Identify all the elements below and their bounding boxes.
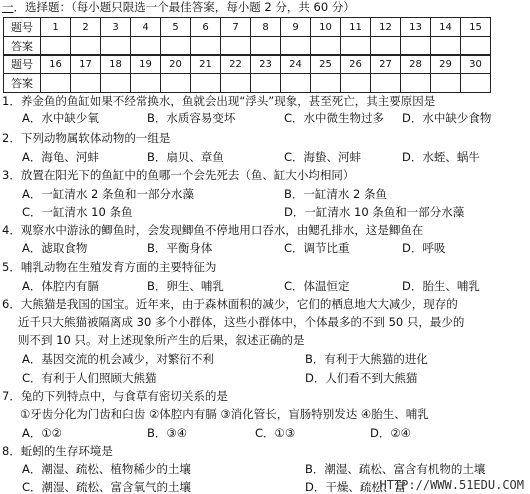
answer-cell[interactable] bbox=[221, 74, 251, 93]
answer-cell[interactable] bbox=[341, 74, 371, 93]
option-a[interactable]: A．①② bbox=[22, 426, 62, 440]
answer-row bbox=[4, 74, 491, 93]
question-number: 2 bbox=[71, 18, 101, 37]
question-stem: 2．下列动物属软体动物的一组是 bbox=[2, 131, 171, 145]
option-c[interactable]: C．海蛰、河蚌 bbox=[284, 150, 362, 164]
option-c[interactable]: C．①③ bbox=[255, 426, 296, 440]
question-number: 1 bbox=[41, 18, 71, 37]
option-c[interactable]: C．水中微生物过多 bbox=[284, 111, 385, 125]
answer-cell[interactable] bbox=[71, 37, 101, 56]
section-title: ．选择题：（每小题只限选一个最佳答案，每小题 2 分，共 60 分） bbox=[13, 0, 355, 14]
question-number: 21 bbox=[191, 55, 221, 74]
option-b[interactable]: B．扇贝、章鱼 bbox=[147, 150, 224, 164]
question-number: 13 bbox=[401, 18, 431, 37]
option-b[interactable]: B．③④ bbox=[147, 426, 188, 440]
option-a[interactable]: A．一缸清水 2 条鱼和一部分水藻 bbox=[22, 187, 194, 201]
option-d[interactable]: D．水中缺少食物 bbox=[402, 111, 492, 125]
question-number: 18 bbox=[101, 55, 131, 74]
question-number: 28 bbox=[401, 55, 431, 74]
option-b[interactable]: B．水质容易变坏 bbox=[147, 111, 236, 125]
question-stem: 4．观察水中游泳的鲫鱼时，会发现鲫鱼不停地用口吞水，由鳃孔排水，这是鲫鱼在 bbox=[2, 223, 424, 237]
answer-cell[interactable] bbox=[161, 74, 191, 93]
answer-cell[interactable] bbox=[371, 74, 401, 93]
answer-cell[interactable] bbox=[161, 37, 191, 56]
option-c[interactable]: C．体温恒定 bbox=[284, 279, 350, 293]
question-statements: ①牙齿分化为门齿和臼齿 ②体腔内有膈 ③消化管长，盲肠特别发达 ④胎生、哺乳 bbox=[20, 407, 429, 421]
answer-cell[interactable] bbox=[371, 37, 401, 56]
answer-cell[interactable] bbox=[281, 37, 311, 56]
row-label: 答案 bbox=[4, 74, 41, 93]
question-number: 15 bbox=[461, 18, 491, 37]
question-number: 27 bbox=[371, 55, 401, 74]
option-b[interactable]: B．有利于大熊猫的进化 bbox=[305, 352, 428, 366]
question-stem-line-2: 近千只大熊猫被隔离成 30 多个小群体，这些小群体中，个体最多的不到 50 只，最少的 bbox=[18, 315, 465, 329]
question-stem: 8．蚯蚓的生存环境是 bbox=[2, 444, 113, 458]
answer-cell[interactable] bbox=[191, 37, 221, 56]
answer-cell[interactable] bbox=[131, 74, 161, 93]
answer-cell[interactable] bbox=[101, 37, 131, 56]
option-c[interactable]: C．一缸清水 10 条鱼 bbox=[22, 205, 133, 219]
question-number: 14 bbox=[431, 18, 461, 37]
answer-cell[interactable] bbox=[221, 37, 251, 56]
answer-cell[interactable] bbox=[101, 74, 131, 93]
answer-cell[interactable] bbox=[461, 37, 491, 56]
question-number: 6 bbox=[191, 18, 221, 37]
option-c[interactable]: C．潮湿、疏松、富含氧气的土壤 bbox=[22, 480, 192, 494]
question-number: 11 bbox=[341, 18, 371, 37]
question-number: 8 bbox=[251, 18, 281, 37]
answer-cell[interactable] bbox=[401, 74, 431, 93]
question-stem: 7．兔的下列特点中，与食草有密切关系的是 bbox=[2, 389, 228, 403]
row-label: 答案 bbox=[4, 37, 41, 56]
question-number: 10 bbox=[311, 18, 341, 37]
answer-cell[interactable] bbox=[431, 74, 461, 93]
section-header bbox=[2, 0, 355, 14]
answer-cell[interactable] bbox=[41, 37, 71, 56]
question-number: 19 bbox=[131, 55, 161, 74]
answer-grid-2 bbox=[3, 54, 491, 93]
question-number: 16 bbox=[41, 55, 71, 74]
answer-cell[interactable] bbox=[341, 37, 371, 56]
question-number-row bbox=[4, 18, 491, 37]
question-number: 12 bbox=[371, 18, 401, 37]
question-number: 25 bbox=[311, 55, 341, 74]
section-number: 一 bbox=[2, 0, 14, 14]
question-number: 9 bbox=[281, 18, 311, 37]
answer-cell[interactable] bbox=[251, 74, 281, 93]
row-label: 题号 bbox=[4, 18, 41, 37]
site-watermark: HTTP://WWW.51EDU.COM bbox=[379, 478, 524, 492]
answer-cell[interactable] bbox=[311, 74, 341, 93]
answer-cell[interactable] bbox=[251, 37, 281, 56]
option-a[interactable]: A．海龟、河蚌 bbox=[22, 150, 99, 164]
option-a[interactable]: A．水中缺少氧 bbox=[22, 111, 99, 125]
answer-cell[interactable] bbox=[401, 37, 431, 56]
option-a[interactable]: A．基因交流的机会减少，对繁衍不利 bbox=[22, 352, 214, 366]
answer-cell[interactable] bbox=[281, 74, 311, 93]
option-d[interactable]: D．②④ bbox=[370, 426, 411, 440]
question-number: 4 bbox=[131, 18, 161, 37]
question-stem: 1．养金鱼的鱼缸如果不经常换水，鱼就会出现“浮头”现象，甚至死亡，其主要原因是 bbox=[2, 94, 436, 108]
option-d[interactable]: D．一缸清水 10 条鱼和一部分水藻 bbox=[284, 205, 465, 219]
answer-cell[interactable] bbox=[461, 74, 491, 93]
question-number: 5 bbox=[161, 18, 191, 37]
question-number: 24 bbox=[281, 55, 311, 74]
option-a[interactable]: A．潮湿、疏松、植物稀少的土壤 bbox=[22, 462, 191, 476]
question-stem: 5．哺乳动物在生殖发育方面的主要特征为 bbox=[2, 260, 217, 274]
option-d[interactable]: D．干燥、疏松、富 bbox=[305, 480, 406, 494]
option-b[interactable]: B．卵生、哺乳 bbox=[147, 279, 224, 293]
row-label: 题号 bbox=[4, 55, 41, 74]
question-number: 29 bbox=[431, 55, 461, 74]
question-number: 22 bbox=[221, 55, 251, 74]
option-a[interactable]: A．体腔内有膈 bbox=[22, 279, 99, 293]
question-number: 3 bbox=[101, 18, 131, 37]
option-d[interactable]: D．胎生、哺乳 bbox=[402, 279, 480, 293]
question-number: 26 bbox=[341, 55, 371, 74]
question-number-row bbox=[4, 55, 491, 74]
option-b[interactable]: B．潮湿、疏松、富含有机物的土壤 bbox=[305, 462, 486, 476]
option-d[interactable]: D．呼吸 bbox=[402, 241, 446, 255]
option-c[interactable]: C．有利于人们照顾大熊猫 bbox=[22, 371, 157, 385]
option-d[interactable]: D．人们看不到大熊猫 bbox=[305, 371, 418, 385]
question-stem: 6．大熊猫是我国的国宝。近年来，由于森林面积的减少，它们的栖息地大大减少，现存的 bbox=[2, 297, 458, 311]
question-stem: 3．放置在阳光下的鱼缸中的鱼哪一个会先死去（鱼、缸大小均相同） bbox=[2, 168, 355, 182]
answer-cell[interactable] bbox=[191, 74, 221, 93]
option-c[interactable]: C．调节比重 bbox=[284, 241, 350, 255]
answer-cell[interactable] bbox=[431, 37, 461, 56]
question-stem-line-3: 则不到 10 只。对上述现象所产生的后果，叙述正确的是 bbox=[18, 333, 305, 347]
answer-row bbox=[4, 37, 491, 56]
question-number: 7 bbox=[221, 18, 251, 37]
question-number: 17 bbox=[71, 55, 101, 74]
option-d[interactable]: D．水蛭、蜗牛 bbox=[402, 150, 480, 164]
question-number: 30 bbox=[461, 55, 491, 74]
option-b[interactable]: B．一缸清水 2 条鱼 bbox=[284, 187, 388, 201]
option-b[interactable]: B．平衡身体 bbox=[147, 241, 213, 255]
question-number: 20 bbox=[161, 55, 191, 74]
answer-cell[interactable] bbox=[71, 74, 101, 93]
answer-cell[interactable] bbox=[41, 74, 71, 93]
answer-cell[interactable] bbox=[131, 37, 161, 56]
answer-grid-1 bbox=[3, 17, 491, 56]
answer-cell[interactable] bbox=[311, 37, 341, 56]
option-a[interactable]: A．滤取食物 bbox=[22, 241, 88, 255]
question-number: 23 bbox=[251, 55, 281, 74]
